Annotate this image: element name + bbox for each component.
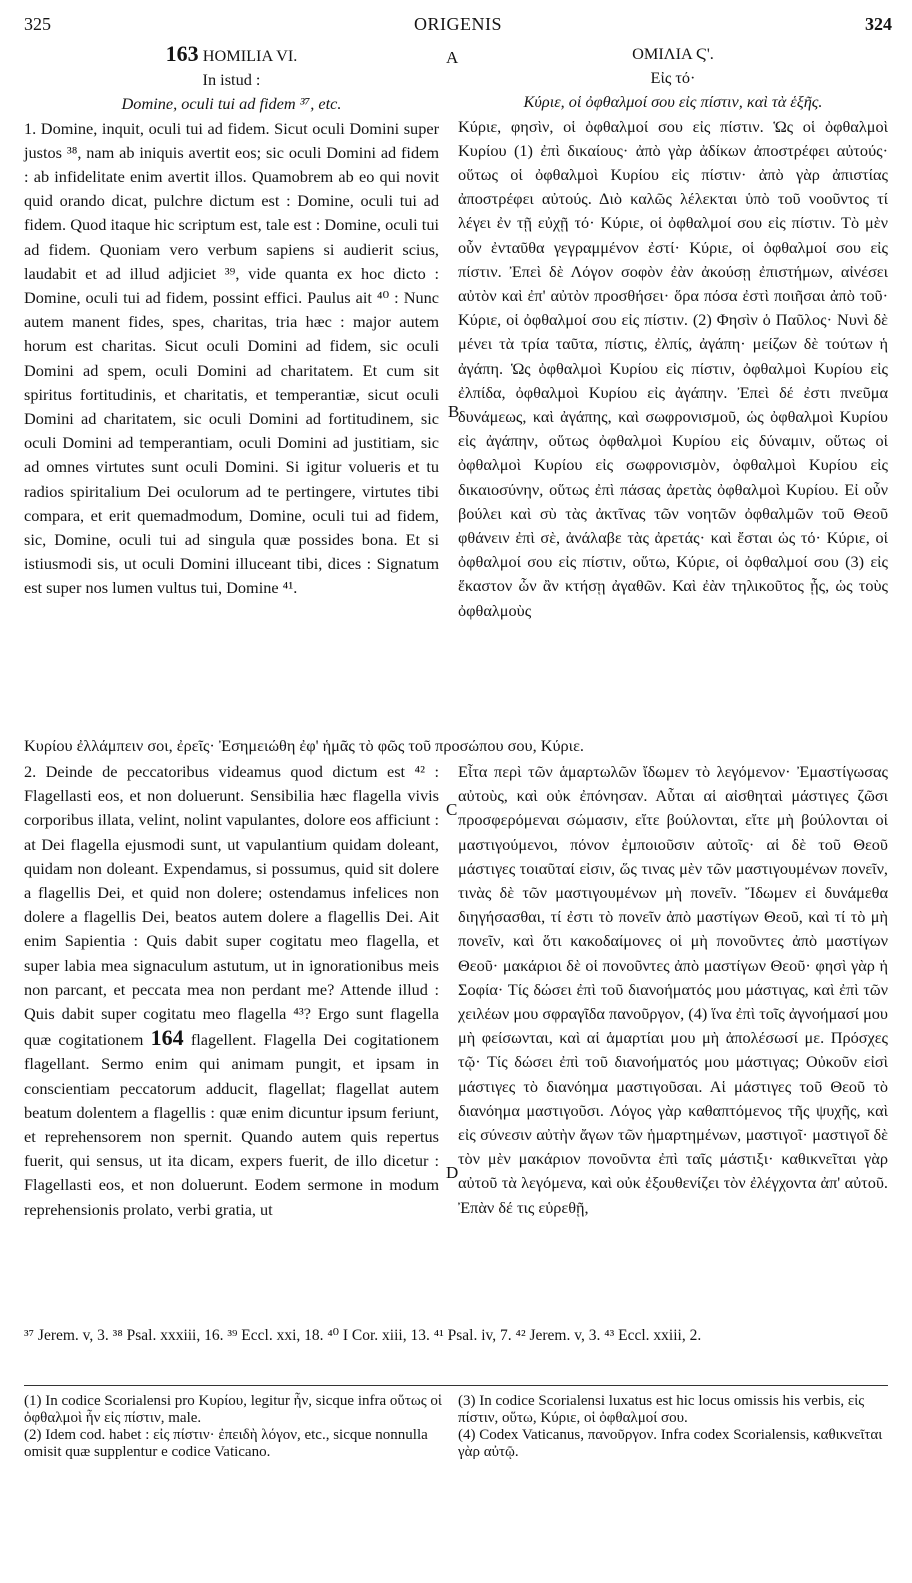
margin-marker-a: A <box>446 48 459 67</box>
homily-heading-latin <box>24 42 439 68</box>
page-header <box>24 14 892 42</box>
greek-paragraph-2: Εἶτα περὶ τῶν ἁμαρτωλῶν ἴδωμεν τὸ λεγόμενον· Ἐμαστίγωσας αὐτοὺς, καὶ οὐκ ἐπόνησαν. Αὗται αἱ αἰσθηταὶ μάστιγες ζῶσι προσφερόμεναι σώμασιν, εἴτε βούλονται, εἴτε μὴ βούλονται οἱ μαστιγούμενοι, πόνον ἐμποιοῦσιν αὐτοῖς· αἱ δὲ τοῦ Θεοῦ μάστιγες τοιαῦταί εἰσιν, ὥς τινας μὲν τῶν μαστιγουμένων πονεῖν, τινὰς δὲ τῶν μαστιγουμένων μὴ πονεῖν. Ἴδωμεν εἰ δυνάμεθα διηγήσασθαι, τί ἐστι τὸ πονεῖν ἀπὸ μαστίγων Θεοῦ, καὶ τί τὸ μὴ πονεῖν, καὶ ὅτι κακοδαίμονες οἱ μὴ πονοῦντες ἀπὸ μαστίγων Θεοῦ· μακάριοι δὲ οἱ πονοῦντες ἀπὸ μαστίγων Θεοῦ· φησὶ γὰρ ἡ Σοφία· Τίς δώσει ἐπὶ τοῦ διανοήματός μου μάστιγας, καὶ ἐπὶ τῶν χειλέων μου σφραγῖδα πανοῦργον, (4) ἵνα ἐπὶ τοῖς ἀγνοήμασί μου μὴ φείσωνται, καὶ αἱ ἁμαρτίαι μου μὴ ἀπολέσωσί με. Πρόσχες τῷ· Τίς δώσει ἐπὶ τοῦ διανοήματός μου μάστιγας; Οὐκοῦν εἰσὶ μάστιγες τὸ διανόημα μαστιγοῦσαι. Αἱ μάστιγες τοῦ Θεοῦ τὸ διανόημα μαστιγοῦσι. Λόγος γὰρ καθαπτόμενος τῆς ψυχῆς, καὶ εἰς σύνεσιν αὐτὴν ἄγων τῶν ἡμαρτημένων, μαστιγοῖ· μαστιγοῖ δὲ τὸν μὲν μακάριον πονοῦντα ἐπὶ ταῖς μάστιξι· καθικνεῖται γὰρ αὐτοῦ τὰ λεγόμενα, καὶ οὐκ ἐξουθενίζει τὸν ἐλέγχοντα ἀπ' αὐτοῦ. Ἐπὰν δέ τις εὑρεθῇ, <box>458 762 888 1217</box>
homily-title-greek: ΟΜΙΛΙΑ Ϛ'. <box>632 44 714 63</box>
homily-subtitle-latin: In istud : <box>202 70 261 90</box>
margin-marker-b: B <box>448 402 460 421</box>
critical-notes-right <box>458 1393 888 1461</box>
scripture-references: ³⁷ Jerem. v, 3. ³⁸ Psal. xxxiii, 16. ³⁹ Eccl. xxi, 18. ⁴⁰ I Cor. xiii, 13. ⁴¹ Psal. iv, 7. ⁴² Jerem. v, 3. ⁴³ Eccl. xxiii, 2. <box>24 1327 702 1344</box>
page-number-left: 325 <box>24 14 51 34</box>
column-number-163: 163 <box>165 41 199 66</box>
running-head: ORIGENIS <box>414 14 502 34</box>
greek-paragraph-1: Κύριε, φησὶν, οἱ ὀφθαλμοί σου εἰς πίστιν. Ὡς οἱ ὀφθαλμοὶ Κυρίου (1) ἐπὶ δικαίους· ἀπὸ γὰρ ἀδίκων ἀποστρέφει αὐτούς· οὕτως οἱ ὀφθαλμοὶ Κυρίου εἰς πίστιν· ἀπὸ γὰρ ἀπιστίας ἀποστρέφει αὐτούς. Διὸ καλῶς λέλεκται ὑπὸ τοῦ νοοῦντος τί λέγει ἐν τῇ εὐχῇ τό· Κύριε, οἱ ὀφθαλμοί σου εἰς πίστιν. Τὸ μὲν οὖν ἐνταῦθα γεγραμμένον ἐστί· Κύριε, οἱ ὀφθαλμοί σου εἰς πίστιν. Ἐπεὶ δὲ Λόγον σοφὸν ἐὰν ἀκούσῃ ἐπιστήμων, αἰνέσει αὐτὸν καὶ ἐπ' αὐτὸν προσθήσει· ὅρα πόσα ἐστὶ ποιῆσαι ἀπὸ τοῦ· Κύριε, οἱ ὀφθαλμοί σου εἰς πίστιν. (2) Φησὶν ὁ Παῦλος· Νυνὶ δὲ μένει τὰ τρία ταῦτα, πίστις, ἐλπίς, ἀγάπη· μείζων δὲ τούτων ἡ ἀγάπη. Ὡς ὀφθαλμοὶ Κυρίου εἰς πίστιν, ὀφθαλμοὶ Κυρίου εἰς ἐλπίδα, ὀφθαλμοὶ Κυρίου εἰς ἀγάπην. Ἐπεὶ δέ ἐστι πνεῦμα δυνάμεως, καὶ ἀγάπης, καὶ σωφρονισμοῦ, ὡς ὀφθαλμοὶ Κυρίου εἰς ἀγάπην, οὕτως ὀφθαλμοὶ Κυρίου εἰς δύναμιν, οὕτως οἱ ὀφθαλμοὶ Κυρίου εἰς σωφρονισμὸν, ὀφθαλμοὶ Κυρίου εἰς δικαιοσύνην, οὕτως ἐπὶ πάσας ἀρετὰς ὀφθαλμοὶ Κυρίου. Εἰ οὖν βούλει καὶ σὺ τὰς ἀκτῖνας τῶν νοητῶν ὀφθαλμῶν τοῦ Θεοῦ φθάνειν ἐπὶ σὲ, ἀνάλαβε τὰς ἀρετάς· καὶ ἔσται ὡς τό· Κύριε, οἱ ὀφθαλμοί σου εἰς πίστιν, οὕτω, Κύριε, οἱ ὀφθαλμοί σου (3) εἰς ἕκαστον ὧν ἂν κτήσῃ ἀγαθῶν. Καὶ ἐὰν τηλικοῦτος ᾖς, ὡς τοὺς ὀφθαλμοὺς <box>458 116 888 620</box>
critical-notes-left <box>24 1393 444 1461</box>
latin-paragraph-2 <box>24 760 439 1222</box>
page-number-right: 324 <box>865 14 892 34</box>
margin-marker-c: C <box>446 800 458 819</box>
latin-paragraph-2-text: 2. Deinde de peccatoribus videamus quod dictum est ⁴² : Flagellasti eos, et non doluerunt. Sensibilia hæc flagella vivis corporibus illata, velint, nolint vapulantes, dolore eos afficiunt : at Dei flagella ejusmodi sunt, ut vapulantium quidam doleant, quidam non doleant. Expendamus, si possumus, quid sit dolere a flagellis Dei, et quid non dolere; ostendamus infelices non dolere a flagellis Dei, beatos autem dolere a flagellis Dei. Ait enim Sapientia : Quis dabit super cogitatu meo flagella, et super labia mea signaculum astutum, ut in ignorationibus meis non parcant, et peccata mea non perdant me? Attende illud : Quis dabit super cogitatu meo flagella ⁴³? Ergo sunt flagella quæ cogitationem <box>24 762 439 1050</box>
latin-paragraph-1: 1. Domine, inquit, oculi tui ad fidem. Sicut oculi Domini super justos ³⁸, nam ab iniquis avertit eos; sic oculi Domini ad fidem : ab infidelitate enim avertit illos. Quamobrem ab eo qui novit quid orando dicat, pulchre dictum est : Domine, oculi tui ad fidem. Quod itaque hic scriptum est, tale est : Domine, oculi tui ad fidem. Quoniam vero verbum sapiens si audierit scius, laudabit et ad illud adjiciet ³⁹, vide quanta ex hoc dicto : Domine, oculi tui ad fidem, possint effici. Paulus ait ⁴⁰ : Nunc autem manent fides, spes, charitas, tria hæc : major autem horum est charitas. Sicut oculi Domini ad fidem, sic oculi Domini ad spem, oculi Domini ad charitatem. Et cum sit spiritus fortitudinis, et charitatis, et temperantiæ, sicut oculi Domini ad charitatem, sic oculi Domini ad fortitudinem, sic oculi Domini ad temperantiam, oculi Domini ad justitiam, sic ad omnes virtutes sunt oculi Domini. Si igitur volueris et tu radios spiritalium Dei oculorum ad te pertingere, virtutes tibi compara, et erit quemadmodum, Domine, oculi tui ad fidem, sic, Domine, oculi tui ad singula quæ possides bona. Et si istiusmodi sis, ut oculi Domini illuceant tibi, dices : Signatum est super nos lumen vultus tui, Domine ⁴¹. <box>24 118 439 598</box>
note-1: (1) In codice Scorialensi pro Κυρίου, legitur ἦν, sicque infra οὕτως οἱ ὀφθαλμοὶ ἦν εἰς πίστιν, male. <box>24 1393 442 1426</box>
latin-column-top <box>24 42 439 601</box>
latin-paragraph-2-continuation: flagellent. Flagella Dei cogitationem flagellant. Sermo enim qui animam pungit, et ipsam in conscientiam peccatorum adducit, flagellat; flagellat autem beatum dolentem a flagellis : quæ enim dicuntur ipsum feriunt, et reprehensorem non spernit. Quando autem quis repertus fuerit, qui sensus, ut ita dicam, expers fuerit, de illo dicetur : Flagellasti eos, et non doluerunt. Eodem sermone in modum reprehensionis prolato, verbi gratia, ut <box>24 1030 440 1219</box>
greek-column-bottom <box>458 760 888 1220</box>
latin-column-bottom <box>24 760 439 1222</box>
margin-marker-d: D <box>446 1163 459 1182</box>
homily-incipit-latin: Domine, oculi tui ad fidem ³⁷, etc. <box>121 94 342 114</box>
greek-column-top <box>458 42 888 623</box>
homily-title-latin: HOMILIA VI. <box>202 46 298 65</box>
note-3: (3) In codice Scorialensi luxatus est hic locus omissis his verbis, εἰς πίστιν, οὕτω, Κύριε, οἱ ὀφθαλμοί σου. <box>458 1393 865 1426</box>
note-2: (2) Idem cod. habet : εἰς πίστιν· ἐπειδὴ λόγον, etc., sicque nonnulla omisit quæ supplentur e codice Vaticano. <box>24 1427 428 1460</box>
note-4: (4) Codex Vaticanus, πανοῦργον. Infra codex Scorialensis, καθικνεῖται γὰρ αὐτῷ. <box>458 1427 883 1460</box>
column-number-164: 164 <box>150 1025 184 1051</box>
full-width-line: Κυρίου ἐλλάμπειν σοι, ἐρεῖς· Ἐσημειώθη ἐφ' ἡμᾶς τὸ φῶς τοῦ προσώπου σου, Κύριε. <box>24 736 584 755</box>
homily-subtitle-greek: Εἰς τό· <box>650 68 696 88</box>
homily-incipit-greek: Κύριε, οἱ ὀφθαλμοί σου εἰς πίστιν, καὶ τὰ ἑξῆς. <box>523 92 823 112</box>
footnote-divider <box>24 1385 888 1386</box>
